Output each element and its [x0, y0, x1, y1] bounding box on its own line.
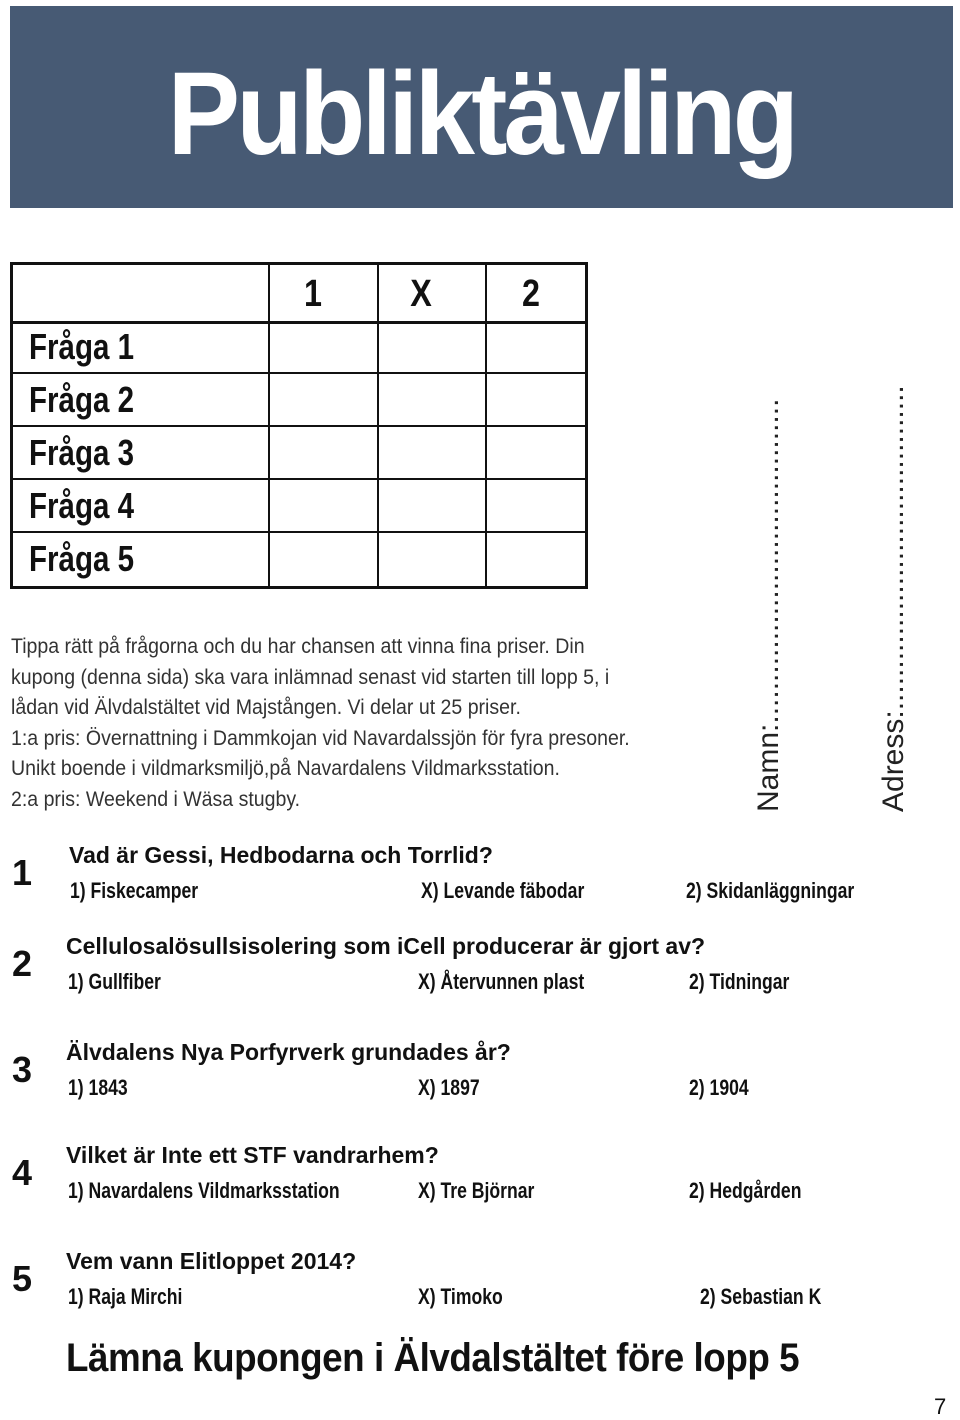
option-2: 2) Sebastian K: [700, 1284, 822, 1309]
answer-cell-x[interactable]: [379, 321, 485, 372]
grid-row-fraga-1: [13, 321, 585, 374]
grid-row-fraga-4: [13, 480, 585, 533]
row-label: Fråga 3: [29, 432, 135, 473]
answer-cell-1[interactable]: [270, 374, 377, 425]
name-field[interactable]: Namn:.......................................: [752, 398, 785, 812]
question-number: 1: [12, 852, 33, 893]
option-1: 1) Fiskecamper: [70, 878, 199, 903]
question-text: Vem vann Elitloppet 2014?: [66, 1248, 357, 1274]
answer-cell-2[interactable]: [487, 533, 585, 586]
option-x: X) Tre Björnar: [418, 1178, 535, 1203]
option-1: 1) 1843: [68, 1075, 128, 1100]
option-1: 1) Raja Mirchi: [68, 1284, 183, 1309]
intro-line: 1:a pris: Övernattning i Dammkojan vid Navardalssjön för fyra presoner.: [11, 726, 630, 750]
option-2: 2) Skidanläggningar: [686, 878, 855, 903]
answer-cell-x[interactable]: [379, 374, 485, 425]
answer-grid: [10, 262, 588, 589]
question-number: 5: [12, 1258, 33, 1299]
question-4: [0, 1142, 960, 1232]
answer-cell-1[interactable]: [270, 427, 377, 478]
question-number: 4: [12, 1152, 33, 1193]
intro-line: Tippa rätt på frågorna och du har chansen att vinna fina priser. Din: [11, 635, 585, 658]
page-number: 7: [934, 1394, 947, 1419]
grid-row-fraga-3: [13, 427, 585, 480]
question-text: Vad är Gessi, Hedbodarna och Torrlid?: [69, 842, 493, 868]
question-3: [0, 1039, 960, 1129]
column-header-2: 2: [522, 273, 540, 315]
answer-cell-2[interactable]: [487, 321, 585, 372]
question-5: [0, 1248, 960, 1338]
option-1: 1) Gullfiber: [68, 969, 161, 994]
page-title: Publiktävling: [167, 48, 796, 180]
grid-header: [13, 265, 585, 324]
answer-cell-x[interactable]: [379, 533, 485, 586]
answer-cell-1[interactable]: [270, 533, 377, 586]
row-label: Fråga 5: [29, 538, 135, 579]
answer-cell-x[interactable]: [379, 480, 485, 531]
option-x: X) Återvunnen plast: [418, 969, 585, 994]
column-header-x: X: [410, 273, 432, 315]
question-1: [0, 842, 960, 932]
question-text: Vilket är Inte ett STF vandrarhem?: [66, 1142, 439, 1168]
row-label: Fråga 2: [29, 379, 135, 420]
option-x: X) Timoko: [418, 1284, 503, 1309]
question-2: [0, 933, 960, 1023]
answer-cell-1[interactable]: [270, 321, 377, 372]
intro-line: lådan vid Älvdalstältet vid Majstången. Vi delar ut 25 priser.: [11, 696, 521, 719]
answer-cell-2[interactable]: [487, 427, 585, 478]
question-text: Älvdalens Nya Porfyrverk grundades år?: [66, 1039, 511, 1065]
option-x: X) Levande fäbodar: [421, 878, 585, 903]
option-2: 2) Hedgården: [689, 1178, 802, 1203]
footer-instruction: Lämna kupongen i Älvdalstältet före lopp 5: [66, 1336, 800, 1380]
option-2: 2) Tidningar: [689, 969, 790, 994]
address-field[interactable]: Adress:.......................................: [877, 385, 910, 812]
grid-row-fraga-5: [13, 533, 585, 586]
intro-line: kupong (denna sida) ska vara inlämnad senast vid starten till lopp 5, i: [11, 665, 610, 689]
grid-row-fraga-2: [13, 374, 585, 427]
column-header-1: 1: [304, 273, 322, 315]
answer-cell-1[interactable]: [270, 480, 377, 531]
option-2: 2) 1904: [689, 1075, 749, 1100]
question-number: 2: [12, 943, 33, 984]
intro-line: 2:a pris: Weekend i Wäsa stugby.: [11, 787, 301, 811]
row-label: Fråga 4: [29, 485, 135, 526]
answer-cell-2[interactable]: [487, 374, 585, 425]
option-x: X) 1897: [418, 1075, 480, 1100]
question-number: 3: [12, 1049, 33, 1090]
answer-cell-2[interactable]: [487, 480, 585, 531]
intro-line: Unikt boende i vildmarksmiljö,på Navardalens Vildmarksstation.: [11, 757, 560, 780]
intro-text: [11, 632, 701, 815]
question-text: Cellulosalösullsisolering som iCell producerar är gjort av?: [66, 933, 706, 959]
answer-cell-x[interactable]: [379, 427, 485, 478]
title-banner: [10, 6, 953, 208]
row-label: Fråga 1: [29, 326, 135, 367]
option-1: 1) Navardalens Vildmarksstation: [68, 1178, 340, 1203]
